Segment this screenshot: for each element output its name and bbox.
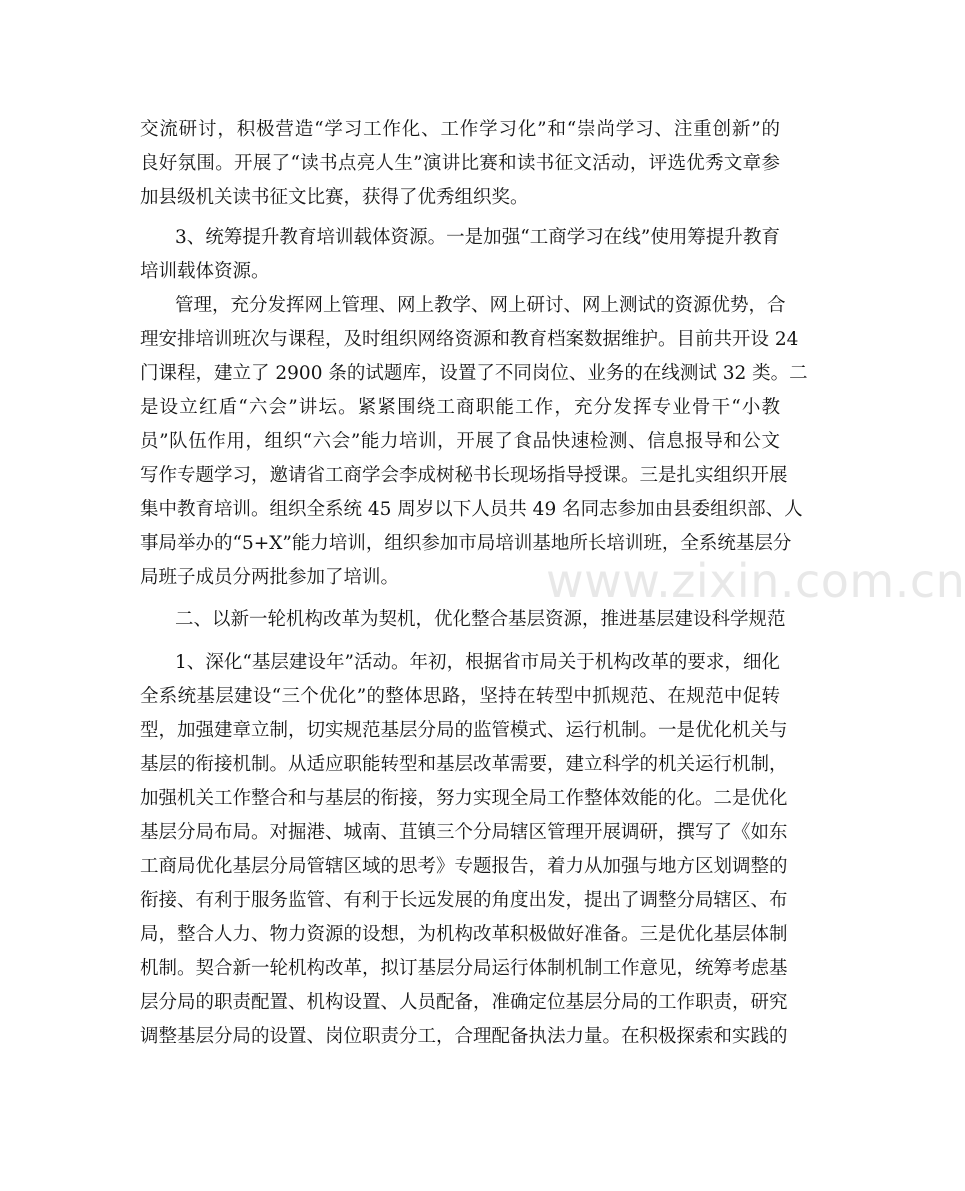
text-line: 理安排培训班次与课程，及时组织网络资源和教育档案数据维护。目前共开设 24	[140, 329, 799, 350]
text-line: 工商局优化基层分局管辖区域的思考》专题报告，着力从加强与地方区划调整的	[140, 856, 788, 877]
text-line: 3、统筹提升教育培训载体资源。一是加强“工商学习在线”使用筹提升教育	[175, 227, 780, 248]
text-line: 调整基层分局的设置、岗位职责分工，合理配备执法力量。在积极探索和实践的	[140, 1026, 788, 1047]
text-line: 事局举办的“5+X”能力培训，组织参加市局培训基地所长培训班，全系统基层分	[140, 533, 792, 554]
text-line: 衔接、有利于服务监管、有利于长远发展的角度出发，提出了调整分局辖区、布	[140, 890, 788, 911]
text-line: 是设立红盾“六会”讲坛。紧紧围绕工商职能工作，充分发挥专业骨干“小教	[140, 397, 780, 418]
text-line: 加强机关工作整合和与基层的衔接，努力实现全局工作整体效能的化。二是优化	[140, 788, 788, 809]
text-line: 管理，充分发挥网上管理、网上教学、网上研讨、网上测试的资源优势，合	[175, 295, 786, 316]
section-heading: 二、以新一轮机构改革为契机，优化整合基层资源，推进基层建设科学规范	[175, 609, 786, 630]
text-line: 良好氛围。开展了“读书点亮人生”演讲比赛和读书征文活动，评选优秀文章参	[140, 153, 780, 174]
text-line: 1、深化“基层建设年”活动。年初，根据省市局关于机构改革的要求，细化	[175, 652, 780, 673]
text-line: 基层的衔接机制。从适应职能转型和基层改革需要，建立科学的机关运行机制，	[140, 754, 788, 775]
text-line: 写作专题学习，邀请省工商学会李成树秘书长现场指导授课。三是扎实组织开展	[140, 465, 788, 486]
text-line: 基层分局布局。对掘港、城南、苴镇三个分局辖区管理开展调研，撰写了《如东	[140, 822, 788, 843]
text-line: 局，整合人力、物力资源的设想，为机构改革积极做好准备。三是优化基层体制	[140, 924, 788, 945]
text-line: 局班子成员分两批参加了培训。	[140, 567, 400, 588]
text-line: 加县级机关读书征文比赛，获得了优秀组织奖。	[140, 187, 529, 208]
text-line: 层分局的职责配置、机构设置、人员配备，准确定位基层分局的工作职责，研究	[140, 992, 788, 1013]
text-line: 门课程，建立了 2900 条的试题库，设置了不同岗位、业务的在线测试 32 类。二	[140, 363, 808, 384]
watermark: www.zixin.com.cn	[546, 554, 965, 608]
text-line: 机制。契合新一轮机构改革，拟订基层分局运行体制机制工作意见，统筹考虑基	[140, 958, 788, 979]
text-line: 全系统基层建设“三个优化”的整体思路，坚持在转型中抓规范、在规范中促转	[140, 686, 780, 707]
text-line: 型，加强建章立制，切实规范基层分局的监管模式、运行机制。一是优化机关与	[140, 720, 788, 741]
text-line: 集中教育培训。组织全系统 45 周岁以下人员共 49 名同志参加由县委组织部、人	[140, 499, 803, 520]
text-line: 员”队伍作用，组织“六会”能力培训，开展了食品快速检测、信息报导和公文	[140, 431, 780, 452]
text-line: 交流研讨，积极营造“学习工作化、工作学习化”和“崇尚学习、注重创新”的	[140, 119, 780, 140]
text-line: 培训载体资源。	[140, 261, 270, 282]
